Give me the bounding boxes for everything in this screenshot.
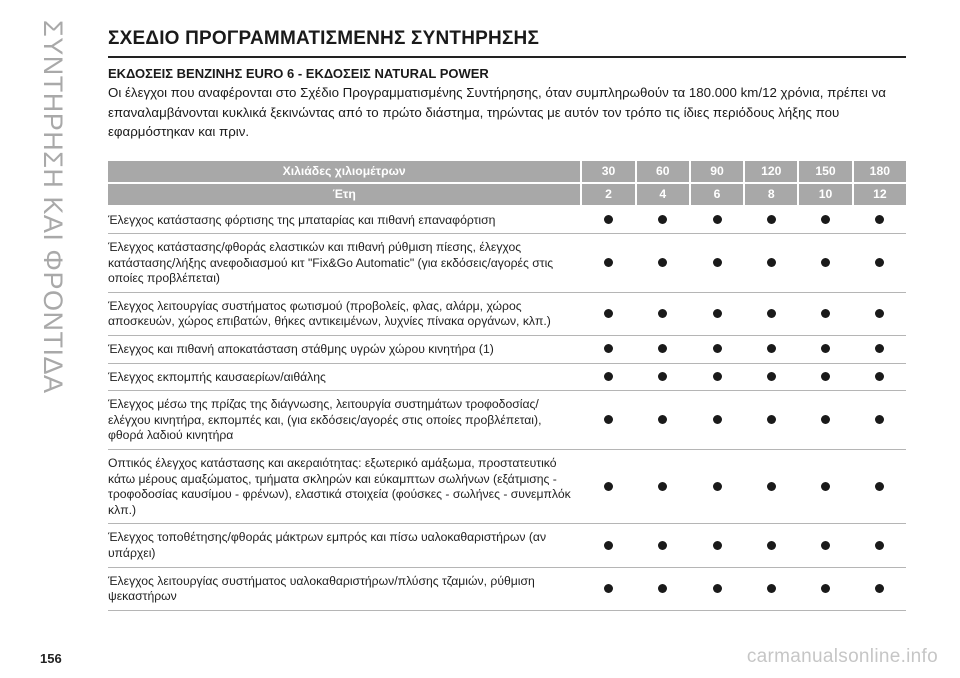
bullet-icon [767, 482, 776, 491]
table-row [108, 524, 906, 567]
interval-cell [853, 234, 906, 293]
bullet-icon [767, 415, 776, 424]
interval-cell [690, 450, 744, 524]
maintenance-table [108, 161, 906, 611]
table-body [108, 206, 906, 611]
bullet-icon [604, 541, 613, 550]
bullet-icon [875, 372, 884, 381]
bullet-icon [767, 309, 776, 318]
interval-cell [636, 336, 690, 364]
interval-cell [636, 450, 690, 524]
bullet-icon [767, 215, 776, 224]
interval-cell [690, 524, 744, 567]
interval-cell [744, 391, 798, 450]
interval-cell [853, 363, 906, 391]
bullet-icon [875, 309, 884, 318]
table-row [108, 206, 906, 234]
bullet-icon [821, 482, 830, 491]
bullet-icon [658, 215, 667, 224]
bullet-icon [875, 584, 884, 593]
interval-cell [690, 567, 744, 610]
interval-cell [798, 363, 852, 391]
years-header-label: Έτη [108, 183, 581, 206]
interval-cell [798, 336, 852, 364]
bullet-icon [767, 344, 776, 353]
interval-cell [581, 524, 635, 567]
table-row [108, 450, 906, 524]
interval-cell [636, 363, 690, 391]
years-header-cell: 8 [744, 183, 798, 206]
bullet-icon [821, 584, 830, 593]
section-subtitle: ΕΚΔΟΣΕΙΣ ΒΕΝΖΙΝΗΣ EURO 6 - ΕΚΔΟΣΕΙΣ NATURAL POWER [108, 66, 489, 81]
interval-cell [581, 206, 635, 234]
table-header [108, 161, 906, 206]
interval-cell [636, 292, 690, 335]
interval-cell [853, 567, 906, 610]
bullet-icon [821, 258, 830, 267]
bullet-icon [821, 309, 830, 318]
bullet-icon [604, 258, 613, 267]
interval-cell [581, 292, 635, 335]
bullet-icon [713, 482, 722, 491]
bullet-icon [767, 584, 776, 593]
interval-cell [744, 567, 798, 610]
interval-cell [853, 450, 906, 524]
interval-cell [798, 524, 852, 567]
bullet-icon [713, 215, 722, 224]
interval-cell [581, 234, 635, 293]
interval-cell [744, 363, 798, 391]
check-description: Έλεγχος λειτουργίας συστήματος υαλοκαθαριστήρων/πλύσης τζαμιών, ρύθμιση ψεκαστήρων [108, 567, 581, 610]
interval-cell [581, 336, 635, 364]
interval-cell [853, 292, 906, 335]
check-description: Οπτικός έλεγχος κατάστασης και ακεραιότητας: εξωτερικό αμάξωμα, προστατευτικό κάτω μέρους αμαξώματος, τμήματα σκληρών και εύκαμπτων σωλήνων (εξάτμισης - τροφοδοσίας καυσίμου - φρένων), ελαστικά στοιχεία (φούσκες - σωλήνες - συνεμπλόκ κλπ.) [108, 450, 581, 524]
km-header-cell: 150 [798, 161, 852, 183]
interval-cell [744, 234, 798, 293]
bullet-icon [767, 541, 776, 550]
bullet-icon [713, 258, 722, 267]
watermark-text: carmanualsonline.info [746, 646, 938, 667]
interval-cell [581, 363, 635, 391]
table-row [108, 234, 906, 293]
km-header-cell: 30 [581, 161, 635, 183]
interval-cell [744, 206, 798, 234]
km-header-cell: 180 [853, 161, 906, 183]
interval-cell [798, 567, 852, 610]
bullet-icon [604, 215, 613, 224]
bullet-icon [604, 309, 613, 318]
interval-cell [853, 206, 906, 234]
bullet-icon [875, 215, 884, 224]
interval-cell [581, 567, 635, 610]
bullet-icon [767, 258, 776, 267]
bullet-icon [875, 541, 884, 550]
bullet-icon [821, 415, 830, 424]
side-chapter-tab [0, 0, 90, 678]
km-header-cell: 120 [744, 161, 798, 183]
years-header-cell: 12 [853, 183, 906, 206]
interval-cell [798, 292, 852, 335]
interval-cell [636, 524, 690, 567]
check-description: Έλεγχος λειτουργίας συστήματος φωτισμού (προβολείς, φλας, αλάρμ, χώρος αποσκευών, χώρος επιβατών, θήκες αντικειμένων, λυχνίες πίνακα οργάνων, κλπ.) [108, 292, 581, 335]
interval-cell [744, 292, 798, 335]
bullet-icon [875, 415, 884, 424]
km-header-row [108, 161, 906, 183]
check-description: Έλεγχος κατάστασης/φθοράς ελαστικών και πιθανή ρύθμιση πίεσης, έλεγχος κατάστασης/λήξης ανεφοδιασμού κιτ "Fix&Go Automatic" (για εκδόσεις/αγορές στις οποίες προβλέπεται) [108, 234, 581, 293]
interval-cell [798, 234, 852, 293]
bullet-icon [658, 372, 667, 381]
bullet-icon [875, 344, 884, 353]
interval-cell [744, 524, 798, 567]
years-header-row [108, 183, 906, 206]
bullet-icon [713, 541, 722, 550]
bullet-icon [713, 372, 722, 381]
interval-cell [581, 450, 635, 524]
intro-paragraph: Οι έλεγχοι που αναφέρονται στο Σχέδιο Προγραμματισμένης Συντήρησης, όταν συμπληρωθούν τα 180.000 km/12 χρόνια, πρέπει να επαναλαμβάνονται κυκλικά ξεκινώντας από το πρώτο διάστημα, τηρώντας με αυτόν τον τρόπο τις ίδιες περιόδους λήξης που εφαρμόστηκαν και πριν. [108, 85, 886, 139]
interval-cell [690, 391, 744, 450]
bullet-icon [604, 482, 613, 491]
years-header-cell: 4 [636, 183, 690, 206]
interval-cell [636, 206, 690, 234]
bullet-icon [658, 415, 667, 424]
table-row [108, 336, 906, 364]
bullet-icon [875, 482, 884, 491]
check-description: Έλεγχος τοποθέτησης/φθοράς μάκτρων εμπρός και πίσω υαλοκαθαριστήρων (αν υπάρχει) [108, 524, 581, 567]
check-description: Έλεγχος και πιθανή αποκατάσταση στάθμης υγρών χώρου κινητήρα (1) [108, 336, 581, 364]
chapter-label: ΣΥΝΤΗΡΗΣΗ ΚΑΙ ΦΡΟΝΤΙΔΑ [38, 20, 68, 394]
interval-cell [798, 206, 852, 234]
bullet-icon [713, 415, 722, 424]
bullet-icon [713, 344, 722, 353]
table-row [108, 391, 906, 450]
interval-cell [853, 336, 906, 364]
interval-cell [581, 391, 635, 450]
km-header-cell: 90 [690, 161, 744, 183]
table-row [108, 567, 906, 610]
table-row [108, 363, 906, 391]
bullet-icon [821, 215, 830, 224]
interval-cell [636, 567, 690, 610]
interval-cell [798, 450, 852, 524]
interval-cell [636, 234, 690, 293]
table-row [108, 292, 906, 335]
interval-cell [690, 292, 744, 335]
bullet-icon [658, 258, 667, 267]
main-content [108, 28, 906, 611]
interval-cell [744, 336, 798, 364]
interval-cell [690, 336, 744, 364]
bullet-icon [604, 415, 613, 424]
check-description: Έλεγχος μέσω της πρίζας της διάγνωσης, λειτουργία συστημάτων τροφοδοσίας/ελέγχου κινητήρα, εκπομπές και, (για εκδόσεις/αγορές στις οποίες προβλέπεται), φθορά λαδιού κινητήρα [108, 391, 581, 450]
bullet-icon [767, 372, 776, 381]
section-title: ΣΧΕΔΙΟ ΠΡΟΓΡΑΜΜΑΤΙΣΜΕΝΗΣ ΣΥΝΤΗΡΗΣΗΣ [108, 28, 906, 58]
bullet-icon [658, 584, 667, 593]
bullet-icon [658, 309, 667, 318]
bullet-icon [658, 541, 667, 550]
km-header-label: Χιλιάδες χιλιομέτρων [108, 161, 581, 183]
years-header-cell: 10 [798, 183, 852, 206]
interval-cell [798, 391, 852, 450]
interval-cell [853, 524, 906, 567]
bullet-icon [604, 344, 613, 353]
bullet-icon [658, 482, 667, 491]
bullet-icon [821, 541, 830, 550]
bullet-icon [604, 372, 613, 381]
bullet-icon [604, 584, 613, 593]
interval-cell [853, 391, 906, 450]
interval-cell [744, 450, 798, 524]
interval-cell [690, 363, 744, 391]
years-header-cell: 6 [690, 183, 744, 206]
bullet-icon [713, 309, 722, 318]
page-number: 156 [40, 651, 62, 666]
check-description: Έλεγχος εκπομπής καυσαερίων/αιθάλης [108, 363, 581, 391]
years-header-cell: 2 [581, 183, 635, 206]
interval-cell [636, 391, 690, 450]
interval-cell [690, 206, 744, 234]
bullet-icon [821, 344, 830, 353]
km-header-cell: 60 [636, 161, 690, 183]
bullet-icon [713, 584, 722, 593]
bullet-icon [658, 344, 667, 353]
check-description: Έλεγχος κατάστασης φόρτισης της μπαταρίας και πιθανή επαναφόρτιση [108, 206, 581, 234]
bullet-icon [875, 258, 884, 267]
interval-cell [690, 234, 744, 293]
bullet-icon [821, 372, 830, 381]
